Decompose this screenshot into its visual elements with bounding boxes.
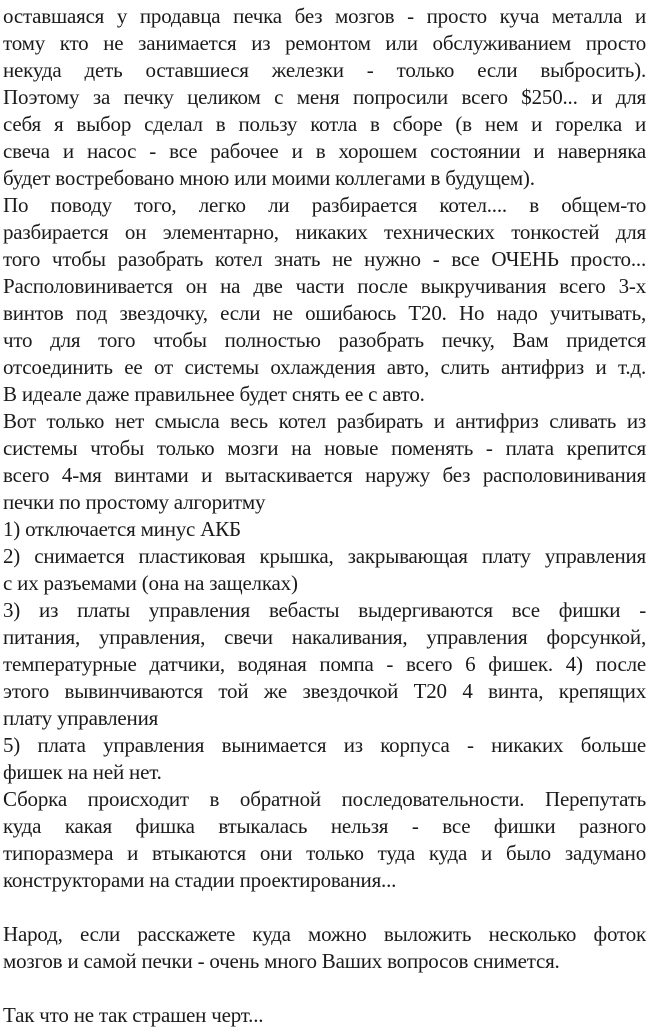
text-line: свеча и насос - все рабочее и в хорошем состоянии и наверняка <box>3 139 646 163</box>
document-body <box>3 3 646 1029</box>
text-line: всего 4-мя винтами и вытаскивается наружу без располовинивания <box>3 463 646 487</box>
text-line: 3) из платы управления вебасты выдергиваются все фишки - <box>3 598 646 622</box>
text-line: По поводу того, легко ли разбирается котел.... в общем-то <box>3 193 646 217</box>
text-line: винтов под звездочку, если не ошибаюсь Т20. Но надо учитывать, <box>3 301 646 325</box>
text-line: разбирается он элементарно, никаких технических тонкостей для <box>3 220 646 244</box>
text-line: тому кто не занимается из ремонтом или обслуживанием просто <box>3 31 646 55</box>
text-line: В идеале даже правильнее будет снять ее с авто. <box>3 382 425 406</box>
text-line: температурные датчики, водяная помпа - всего 6 фишек. 4) после <box>3 652 646 676</box>
text-line: себя я выбор сделал в пользу котла в сборе (в нем и горелка и <box>3 112 646 136</box>
text-line: некуда деть оставшиеся железки - только если выбросить). <box>3 58 646 82</box>
text-line: оставшаяся у продавца печка без мозгов - просто куча металла и <box>3 4 646 28</box>
text-line: 2) снимается пластиковая крышка, закрывающая плату управления <box>3 544 646 568</box>
text-line: что для того чтобы полностью разобрать печку, Вам придется <box>3 328 646 352</box>
text-line: Так что не так страшен черт... <box>3 1003 264 1027</box>
text-line: куда какая фишка втыкалась нельзя - все фишки разного <box>3 814 646 838</box>
blank-line <box>3 975 646 1002</box>
text-line: типоразмера и втыкаются они только туда куда и было задумано <box>3 841 646 865</box>
text-line: отсоединить ее от системы охлаждения авто, слить антифриз и т.д. <box>3 355 646 379</box>
text-line: будет востребовано мною или моими коллегами в будущем). <box>3 166 535 190</box>
text-line: фишек на ней нет. <box>3 760 162 784</box>
text-line: печки по простому алгоритму <box>3 490 266 514</box>
text-line: Народ, если расскажете куда можно выложить несколько фоток <box>3 922 646 946</box>
text-line: 5) плата управления вынимается из корпуса - никаких больше <box>3 733 646 757</box>
text-line: того чтобы разобрать котел знать не нужно - все ОЧЕНЬ просто... <box>3 247 646 271</box>
text-line: мозгов и самой печки - очень много Ваших вопросов снимется. <box>3 949 560 973</box>
text-line: системы чтобы только мозги на новые поменять - плата крепится <box>3 436 646 460</box>
text-line: этого вывинчиваются той же звездочкой Т20 4 винта, крепящих <box>3 679 646 703</box>
text-line: Поэтому за печку целиком с меня попросили всего $250... и для <box>3 85 646 109</box>
text-line: Сборка происходит в обратной последовательности. Перепутать <box>3 787 646 811</box>
text-line: Вот только нет смысла весь котел разбирать и антифриз сливать из <box>3 409 646 433</box>
blank-line <box>3 894 646 921</box>
text-line: конструкторами на стадии проектирования... <box>3 868 397 892</box>
text-line: питания, управления, свечи накаливания, управления форсункой, <box>3 625 646 649</box>
text-line: плату управления <box>3 706 159 730</box>
text-line: 1) отключается минус АКБ <box>3 517 241 541</box>
text-line: Располовинивается он на две части после выкручивания всего 3-х <box>3 274 646 298</box>
text-line: с их разъемами (она на защелках) <box>3 571 298 595</box>
